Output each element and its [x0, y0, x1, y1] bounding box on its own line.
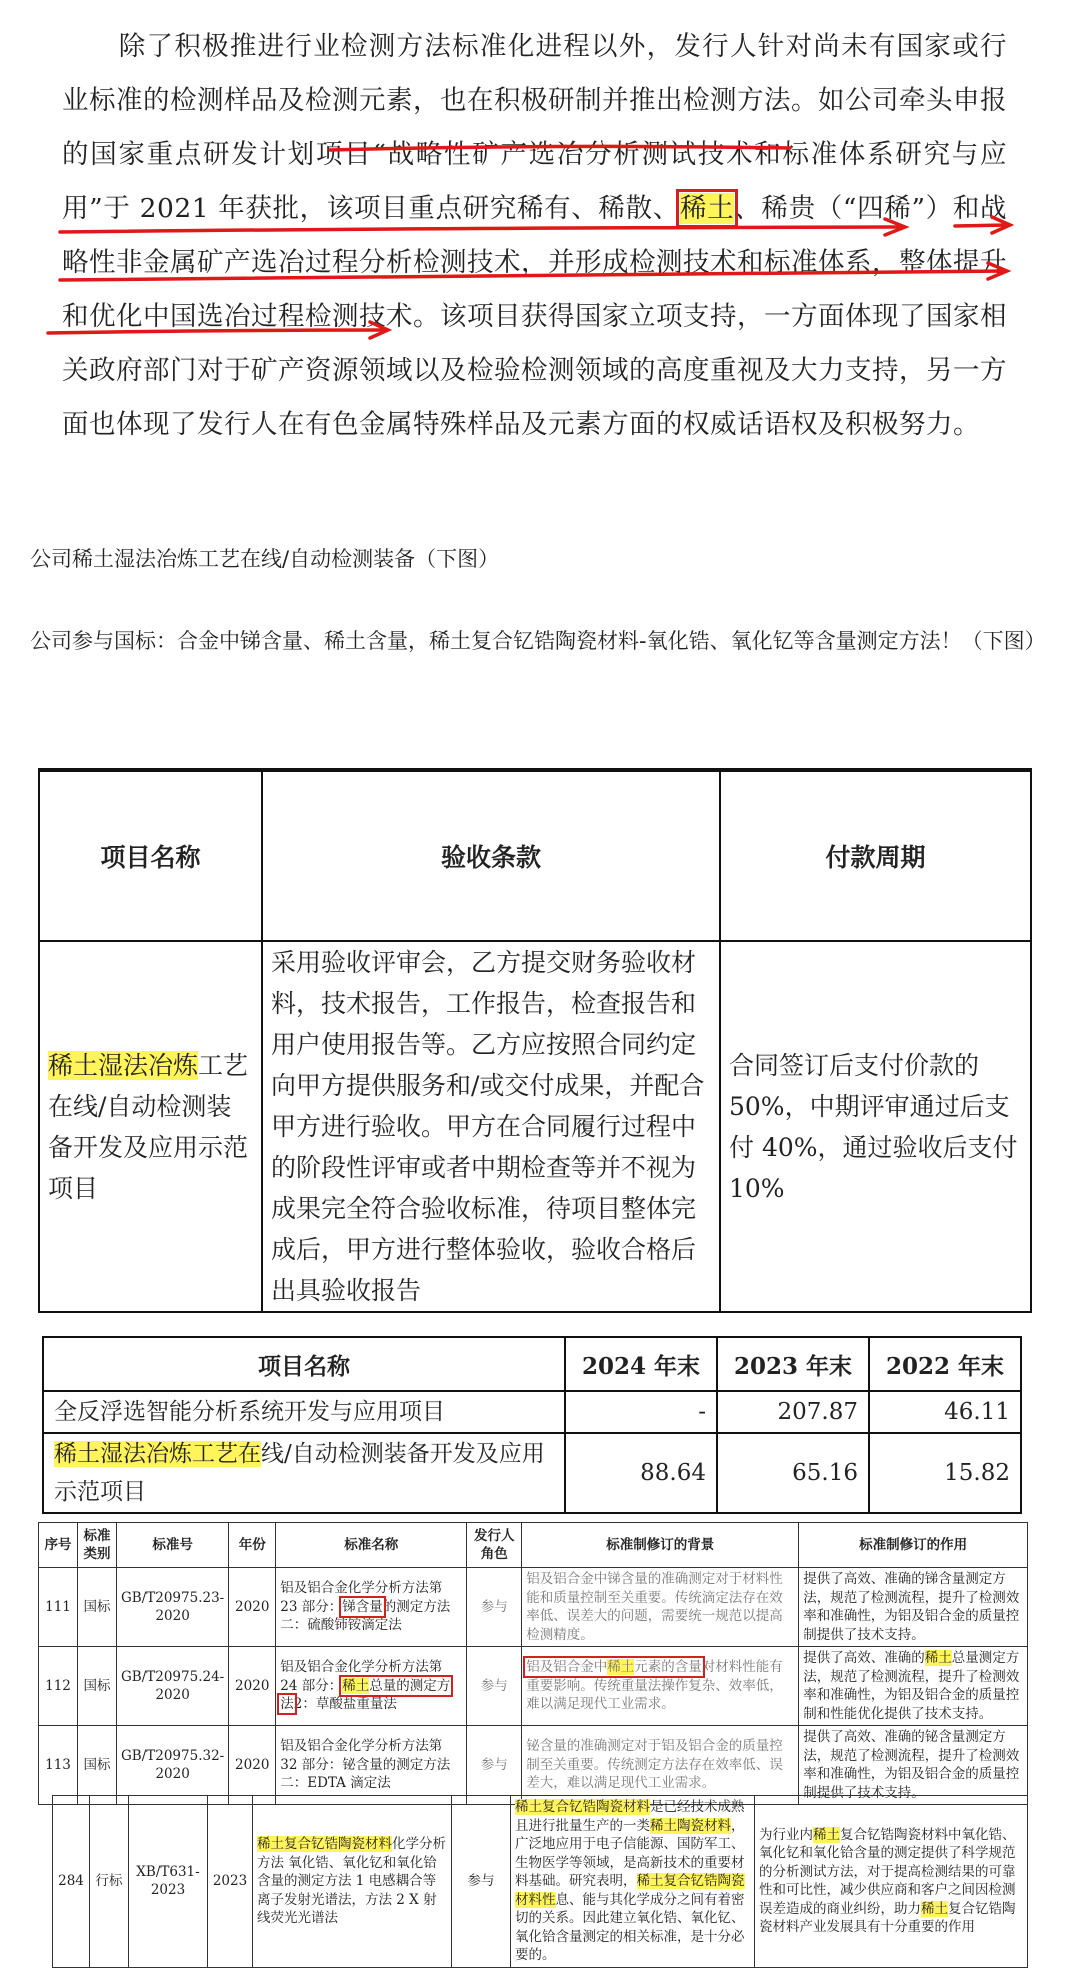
- header-effect: 标准制修订的作用: [799, 1523, 1028, 1568]
- cell-year: 2023: [208, 1796, 253, 1968]
- cell-effect: [755, 1796, 1028, 1968]
- cell-background: 铋含量的准确测定对于铝及铝合金的质量控制至关重要。传统测定方法存在效率低、误差大，难以满足现代工业需求。: [522, 1726, 799, 1805]
- name-part: 铝及铝合金化学分析方法第 24 部分：: [280, 1659, 443, 1694]
- cell-role: 参与: [467, 1647, 522, 1726]
- cell-code: GB/T20975.23-2020: [117, 1568, 229, 1647]
- cell-no: 111: [39, 1568, 78, 1647]
- table-header-row: [39, 770, 1031, 941]
- table-row: [39, 1647, 1028, 1726]
- cell-code: GB/T20975.32-2020: [117, 1726, 229, 1805]
- bg-part: 息、能与其化学成分之间有着密切的关系。因此建立氧化锆、氧化钇、氧化铪含量测定的相关标准，是十分必要的。: [515, 1891, 745, 1963]
- cell-2024: -: [565, 1391, 717, 1433]
- effect-part: 为行业内: [759, 1826, 813, 1843]
- cell-effect: 提供了高效、准确的锑含量测定方法，规范了检测流程，提升了检测效率和准确性，为铝及铝合金的质量控制提供了技术支持。: [799, 1568, 1028, 1647]
- cell-code: GB/T20975.24-2020: [117, 1647, 229, 1726]
- cell-project-name: 全反浮选智能分析系统开发与应用项目: [43, 1391, 565, 1433]
- caption-equipment: 公司稀土湿法冶炼工艺在线/自动检测装备（下图）: [30, 547, 500, 571]
- rare-earth-highlight: 稀土: [679, 193, 735, 224]
- cell-effect: 提供了高效、准确的铋含量测定方法，规范了检测流程，提升了检测效率和准确性，为铝及铝合金的质量控制提供了技术支持。: [799, 1726, 1028, 1805]
- effect-part: 复合钇锆陶瓷材料中氧化锆、氧化钇和氧化铪含量的测定提供了科学规范的分析测试方法，对于提高检测结果的可靠性和可比性，减少供应商和客户之间因检测误差造成的商业纠纷，助力: [759, 1826, 1016, 1917]
- cell-year: 2020: [229, 1568, 276, 1647]
- bg-highlight: 稀土陶瓷材料: [650, 1817, 731, 1834]
- table-row: [39, 1726, 1028, 1805]
- project-name-rest: 线/自动检测装备开发及应用示范项目: [54, 1441, 545, 1505]
- header-2022: 2022 年末: [869, 1337, 1021, 1391]
- body-paragraph: [62, 20, 1007, 452]
- cell-background: 铝及铝合金中锑含量的准确测定对于材料性能和质量控制至关重要。传统滴定法存在效率低、误差大的问题，需要统一规范以提高检测精度。: [522, 1568, 799, 1647]
- cell-no: 113: [39, 1726, 78, 1805]
- header-role: 发行人角色: [467, 1523, 522, 1568]
- cell-year: 2020: [229, 1647, 276, 1726]
- name-part: 总量的测定方法: [280, 1677, 451, 1713]
- project-name-highlight: 稀土湿法冶炼工艺在: [54, 1441, 261, 1467]
- antimony-content-box: 锑含量: [342, 1598, 383, 1615]
- header-category: 标准类别: [78, 1523, 117, 1568]
- name-highlight: 稀土复合钇锆陶瓷材料: [257, 1836, 392, 1852]
- effect-part: 提供了高效、准确的: [803, 1650, 925, 1666]
- header-project-name: 项目名称: [43, 1337, 565, 1391]
- header-background: 标准制修订的背景: [522, 1523, 799, 1568]
- effect-part: 复合钇锆陶瓷材料产业发展具有十分重要的作用: [759, 1900, 1016, 1936]
- cell-year: 2020: [229, 1726, 276, 1805]
- caption-national-standards: 公司参与国标：合金中锑含量、稀土含量，稀土复合钇锆陶瓷材料-氧化锆、氧化钇等含量测定方法！（下图）: [30, 629, 1046, 653]
- cell-no: 112: [39, 1647, 78, 1726]
- header-payment-period: 付款周期: [720, 770, 1031, 941]
- header-no: 序号: [39, 1523, 78, 1568]
- header-acceptance-terms: 验收条款: [262, 770, 720, 941]
- cell-category: 国标: [78, 1647, 117, 1726]
- cell-standard-name: [276, 1647, 467, 1726]
- project-name-highlight: 稀土湿法冶炼: [48, 1050, 199, 1080]
- paragraph-text-3: 、稀贵（“四稀”）和战略性非金属矿产选冶过程分析检测技术，并形成检测技术和标准体系，整体提升和优化中国选冶过程检测技术。该项目获得国家立项支持，一方面体现了国家相关政府部门对于矿产资源领域以及检验检测领域的高度重视及大力支持，另一方面也体现了发行人在有色金属特殊样品及元素方面的权威话语权及积极努力。: [62, 193, 1007, 440]
- header-2024: 2024 年末: [565, 1337, 717, 1391]
- cell-acceptance-terms: 采用验收评审会，乙方提交财务验收材料，技术报告，工作报告，检查报告和用户使用报告等。乙方应按照合同约定向甲方提供服务和/或交付成果，并配合甲方进行验收。甲方在合同履行过程中的阶段性评审或者中期检查等并不视为成果完全符合验收标准，待项目整体完成后，甲方进行整体验收，验收合格后出具验收报告: [262, 941, 720, 1312]
- cell-standard-name: 铝及铝合金化学分析方法第 32 部分：铋含量的测定方法二：EDTA 滴定法: [276, 1726, 467, 1805]
- name-part: 铝及铝合金化学分析方法第 23 部分：: [280, 1580, 443, 1615]
- cell-2024: 88.64: [565, 1433, 717, 1513]
- bg-part: 元素的含量: [634, 1659, 702, 1676]
- table-row: [39, 941, 1031, 1312]
- name-part: 2：草酸盐重量法: [293, 1696, 397, 1713]
- cell-payment-period: 合同签订后支付价款的 50%，中期评审通过后支付 40%，通过验收后支付 10%: [720, 941, 1031, 1312]
- acceptance-terms-table: [38, 768, 1032, 1313]
- standards-table: [38, 1522, 1028, 1805]
- header-standard-name: 标准名称: [276, 1523, 467, 1568]
- cell-project-name: [43, 1433, 565, 1513]
- cell-role: 参与: [452, 1796, 511, 1968]
- header-project-name: 项目名称: [39, 770, 262, 941]
- rare-earth-highlight: 稀土: [924, 1650, 952, 1666]
- bg-part: 对材料性能有重要影响。传统重量法操作复杂、效率低，难以满足现代工业需求。: [526, 1659, 783, 1713]
- effect-highlight: 稀土: [921, 1900, 948, 1917]
- cell-background: [522, 1647, 799, 1726]
- paragraph-text-1: 除了积极推进行业检测方法标准化进程以外，发行人针对尚未有国家或行业标准的检测样品及检测元素，也在积极研制并推出检测方法。如公司牵头申报的国家重点研发计划项目: [62, 31, 1007, 170]
- effect-part: 总量测定方法，规范了检测流程，提升了检测效率和准确性，为铝及铝合金的质量控制和性能优化提供了技术支持。: [803, 1650, 1020, 1722]
- cell-2023: 207.87: [717, 1391, 869, 1433]
- cell-category: 国标: [78, 1726, 117, 1805]
- rare-earth-highlight: 稀土: [607, 1659, 635, 1676]
- bg-part: ，广泛地应用于电子信能源、国防军工、生物医学等领域，是高新技术的重要材料基础。研究表明，: [515, 1817, 745, 1889]
- cell-category: 行标: [90, 1796, 129, 1968]
- table-row: [39, 1568, 1028, 1647]
- rare-earth-content-box: [526, 1659, 702, 1675]
- header-year: 年份: [229, 1523, 276, 1568]
- cell-role: 参与: [467, 1568, 522, 1647]
- bg-highlight: 稀土复合钇锆陶瓷材料性: [515, 1873, 745, 1908]
- header-2023: 2023 年末: [717, 1337, 869, 1391]
- table-header-row: [39, 1523, 1028, 1568]
- cell-background: [511, 1796, 755, 1968]
- cell-role: 参与: [467, 1726, 522, 1805]
- cell-2022: 15.82: [869, 1433, 1021, 1513]
- bg-part: 铝及铝合金中: [526, 1659, 608, 1676]
- cell-code: XB/T631-2023: [129, 1796, 208, 1968]
- table-row: [43, 1391, 1021, 1433]
- cell-standard-name: [253, 1796, 452, 1968]
- cell-2023: 65.16: [717, 1433, 869, 1513]
- paragraph-text-2: 于 2021 年获批，该项目重点研究稀有、稀散、: [103, 193, 680, 224]
- bg-part: 是已经技术成熟且进行批量生产的一类: [515, 1799, 745, 1834]
- cell-category: 国标: [78, 1568, 117, 1647]
- name-part: 的测定方法二：硫酸铈铵滴定法: [280, 1598, 451, 1634]
- name-part: 化学分析方法 氧化锆、氧化钇和氧化铪含量的测定方法 1 电感耦合等离子发射光谱法，方法 2 X 射线荧光光谱法: [257, 1836, 446, 1926]
- project-balance-table: [42, 1336, 1022, 1514]
- cell-no: 284: [53, 1796, 90, 1968]
- cell-2022: 46.11: [869, 1391, 1021, 1433]
- effect-highlight: 稀土: [813, 1826, 840, 1843]
- cell-project-name: [39, 941, 262, 1312]
- bg-highlight: 稀土复合钇锆陶瓷材料: [515, 1799, 650, 1815]
- project-name-rest: 工艺在线/自动检测装备开发及应用示范项目: [48, 1050, 249, 1203]
- table-row: [43, 1433, 1021, 1513]
- header-code: 标准号: [117, 1523, 229, 1568]
- cell-effect: [799, 1647, 1028, 1726]
- project-title-quote: “战略性矿产选冶分析测试技术和标准体系研究与应用”: [62, 139, 1007, 224]
- industry-standard-table: [52, 1795, 1028, 1968]
- table-header-row: [43, 1337, 1021, 1391]
- rare-earth-highlight: 稀土: [342, 1677, 370, 1694]
- cell-standard-name: [276, 1568, 467, 1647]
- table-row: [53, 1796, 1028, 1968]
